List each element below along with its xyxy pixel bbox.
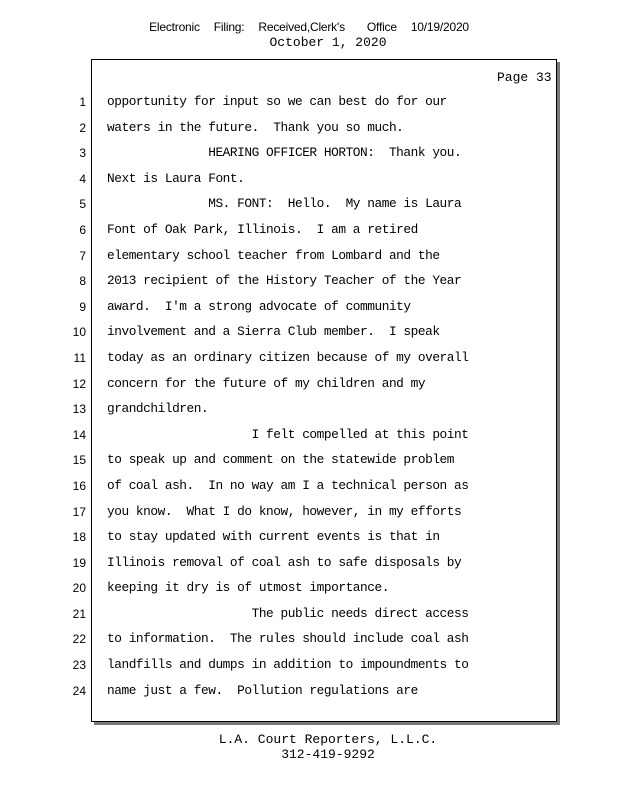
transcript-line: name just a few. Pollution regulations are bbox=[107, 682, 418, 698]
transcript-line: 2013 recipient of the History Teacher of the Year bbox=[107, 273, 462, 289]
line-number: 15 bbox=[72, 453, 86, 468]
line-number: 3 bbox=[79, 146, 86, 161]
transcript-line: concern for the future of my children and my bbox=[107, 375, 426, 391]
transcript-line: to stay updated with current events is that in bbox=[107, 529, 440, 545]
line-number: 13 bbox=[72, 402, 86, 417]
filing-stamp-received: Received,Clerk's bbox=[258, 20, 345, 34]
transcript-line: today as an ordinary citizen because of my overall bbox=[107, 349, 469, 365]
page-number: Page 33 bbox=[497, 70, 552, 85]
filing-stamp-office: Office bbox=[366, 20, 397, 34]
line-number: 9 bbox=[79, 299, 86, 314]
line-number: 10 bbox=[72, 325, 86, 340]
transcript-line: Next is Laura Font. bbox=[107, 170, 245, 186]
filing-stamp-filing: Filing: bbox=[213, 20, 245, 34]
line-number: 23 bbox=[72, 658, 86, 673]
transcript-line: of coal ash. In no way am I a technical person as bbox=[107, 477, 469, 493]
line-number: 16 bbox=[72, 478, 86, 493]
transcript-line: to information. The rules should include coal ash bbox=[107, 631, 469, 647]
transcript-line: grandchildren. bbox=[107, 401, 209, 417]
line-number: 24 bbox=[72, 683, 86, 698]
line-number: 21 bbox=[72, 606, 86, 621]
transcript-line: opportunity for input so we can best do for our bbox=[107, 94, 447, 109]
hearing-date: October 1, 2020 bbox=[269, 35, 387, 50]
line-number: 5 bbox=[79, 197, 86, 212]
line-number: 14 bbox=[72, 427, 86, 442]
transcript-line: elementary school teacher from Lombard and the bbox=[107, 247, 440, 263]
line-number: 6 bbox=[79, 222, 86, 237]
transcript-line: I felt compelled at this point bbox=[107, 426, 469, 442]
line-number: 7 bbox=[79, 248, 86, 263]
transcript-line: waters in the future. Thank you so much. bbox=[107, 119, 404, 135]
line-number: 2 bbox=[79, 120, 86, 135]
transcript-line: keeping it dry is of utmost importance. bbox=[107, 580, 389, 596]
filing-stamp-date: 10/19/2020 bbox=[410, 20, 469, 34]
transcript-line: involvement and a Sierra Club member. I speak bbox=[107, 324, 440, 340]
transcript-text bbox=[107, 93, 547, 707]
line-number: 12 bbox=[72, 376, 86, 391]
line-number: 17 bbox=[72, 504, 86, 519]
transcript-line: to speak up and comment on the statewide problem bbox=[107, 452, 455, 468]
line-number: 18 bbox=[72, 530, 86, 545]
court-reporter-phone: 312-419-9292 bbox=[281, 747, 375, 762]
line-number: 11 bbox=[73, 350, 86, 365]
transcript-line: award. I'm a strong advocate of community bbox=[107, 298, 411, 314]
line-number: 19 bbox=[72, 555, 86, 570]
transcript-line: MS. FONT: Hello. My name is Laura bbox=[107, 196, 462, 212]
line-number: 8 bbox=[79, 274, 86, 289]
transcript-line: HEARING OFFICER HORTON: Thank you. bbox=[107, 145, 462, 161]
transcript-line: Font of Oak Park, Illinois. I am a retired bbox=[107, 221, 418, 237]
line-number: 1 bbox=[79, 95, 86, 109]
line-number: 22 bbox=[72, 632, 86, 647]
line-number: 4 bbox=[79, 171, 86, 186]
transcript-line: Illinois removal of coal ash to safe disposals by bbox=[107, 554, 462, 570]
electronic-filing-stamp bbox=[0, 20, 618, 34]
transcript-line: you know. What I do know, however, in my efforts bbox=[107, 503, 462, 519]
court-reporter-company: L.A. Court Reporters, L.L.C. bbox=[218, 732, 438, 747]
line-number-column bbox=[58, 93, 86, 707]
filing-stamp-label: Electronic bbox=[149, 20, 200, 34]
transcript-line: landfills and dumps in addition to impoundments to bbox=[107, 657, 469, 673]
line-number: 20 bbox=[72, 581, 86, 596]
footer bbox=[0, 732, 618, 762]
transcript-line: The public needs direct access bbox=[107, 605, 469, 621]
